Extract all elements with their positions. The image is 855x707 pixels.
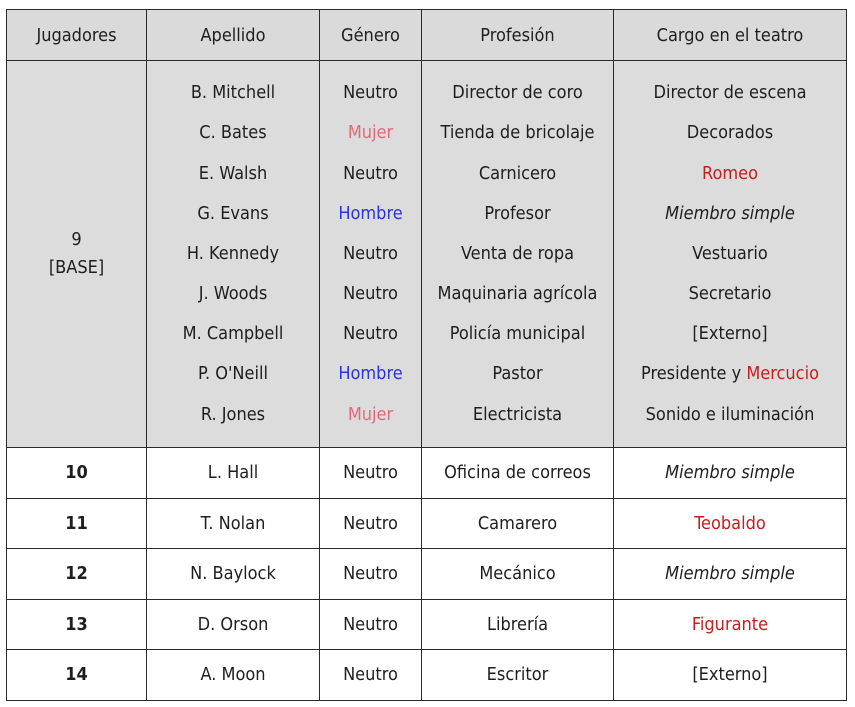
genero-text: Mujer — [347, 403, 394, 425]
apellido-cell: A. Moon — [147, 650, 320, 701]
genero-text: Neutro — [343, 323, 398, 345]
cargo-text: Director de escena — [653, 82, 807, 104]
cast-table — [6, 9, 847, 701]
cargo-text: Secretario — [688, 283, 772, 305]
jugadores-cell: 14 — [7, 650, 147, 701]
apellido-text: E. Walsh — [198, 162, 268, 184]
apellido-cell: D. Orson — [147, 599, 320, 650]
profesion-text: Venta de ropa — [460, 242, 575, 264]
table-row — [7, 549, 847, 600]
table-row — [7, 599, 847, 650]
cargo-text: Romeo — [702, 162, 758, 184]
apellido-text: C. Bates — [199, 122, 267, 144]
apellido-cell: L. Hall — [147, 448, 320, 499]
genero-cell: Neutro — [320, 498, 422, 549]
jugadores-cell: 10 — [7, 448, 147, 499]
genero-text: Neutro — [343, 82, 398, 104]
profesion-cell: Escritor — [422, 650, 614, 701]
base-apellido-cell — [147, 61, 320, 448]
profesion-cell: Oficina de correos — [422, 448, 614, 499]
apellido-text: M. Campbell — [182, 323, 284, 345]
profesion-text: Maquinaria agrícola — [437, 283, 598, 305]
table-row — [7, 650, 847, 701]
base-profesion-cell — [422, 61, 614, 448]
base-players-label: [BASE] — [48, 257, 105, 278]
header-row — [7, 10, 847, 61]
jugadores-cell: 12 — [7, 549, 147, 600]
apellido-cell: N. Baylock — [147, 549, 320, 600]
genero-text: Neutro — [343, 242, 398, 264]
profesion-text: Director de coro — [452, 82, 583, 104]
table-row — [7, 448, 847, 499]
base-genero-cell — [320, 61, 422, 448]
apellido-text: P. O'Neill — [197, 363, 268, 385]
header-profesion: Profesión — [422, 10, 614, 61]
genero-text: Neutro — [343, 162, 398, 184]
cargo-text: Miembro simple — [665, 202, 795, 224]
genero-cell: Neutro — [320, 599, 422, 650]
apellido-cell: T. Nolan — [147, 498, 320, 549]
genero-text: Neutro — [343, 283, 398, 305]
apellido-text: G. Evans — [197, 202, 269, 224]
apellido-text: J. Woods — [198, 283, 268, 305]
apellido-text: H. Kennedy — [186, 242, 280, 264]
jugadores-cell: 11 — [7, 498, 147, 549]
header-apellido: Apellido — [147, 10, 320, 61]
genero-cell: Neutro — [320, 650, 422, 701]
base-group-row — [7, 61, 847, 448]
profesion-text: Carnicero — [478, 162, 557, 184]
base-cargo-cell — [614, 61, 847, 448]
profesion-text: Profesor — [484, 202, 551, 224]
jugadores-cell: 13 — [7, 599, 147, 650]
genero-text: Hombre — [338, 363, 403, 385]
cargo-cell: Miembro simple — [614, 448, 847, 499]
cargo-cell: Teobaldo — [614, 498, 847, 549]
genero-cell: Neutro — [320, 549, 422, 600]
cargo-text: Vestuario — [692, 242, 768, 264]
profesion-text: Policía municipal — [449, 323, 586, 345]
profesion-cell: Mecánico — [422, 549, 614, 600]
cargo-text — [614, 354, 846, 394]
table-row — [7, 498, 847, 549]
header-genero: Género — [320, 10, 422, 61]
base-players-count: 9 — [71, 229, 82, 250]
profesion-text: Tienda de bricolaje — [440, 122, 595, 144]
cargo-role: Mercucio — [746, 363, 819, 385]
cargo-cell: [Externo] — [614, 650, 847, 701]
cargo-part: Presidente y — [641, 363, 747, 385]
cargo-text: Decorados — [686, 122, 774, 144]
cargo-cell: Figurante — [614, 599, 847, 650]
profesion-cell: Camarero — [422, 498, 614, 549]
genero-text: Hombre — [338, 202, 403, 224]
profesion-text: Pastor — [492, 363, 543, 385]
base-players-cell — [7, 61, 147, 448]
apellido-text: B. Mitchell — [190, 82, 276, 104]
cargo-cell: Miembro simple — [614, 549, 847, 600]
genero-text: Mujer — [347, 122, 394, 144]
genero-cell: Neutro — [320, 448, 422, 499]
header-jugadores: Jugadores — [7, 10, 147, 61]
apellido-text: R. Jones — [200, 403, 266, 425]
cargo-text: Sonido e iluminación — [645, 403, 815, 425]
profesion-text: Electricista — [472, 403, 563, 425]
profesion-cell: Librería — [422, 599, 614, 650]
header-cargo: Cargo en el teatro — [614, 10, 847, 61]
cargo-text: [Externo] — [692, 323, 768, 345]
